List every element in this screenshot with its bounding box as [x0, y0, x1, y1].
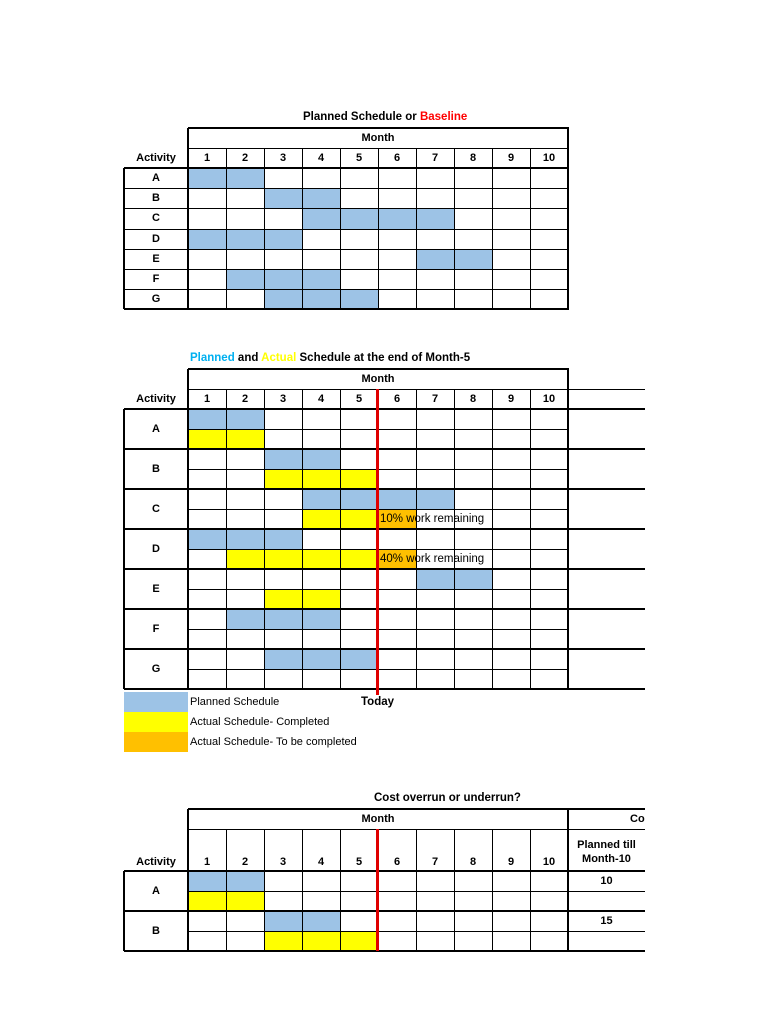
planned-bar [302, 649, 340, 669]
planned-bar [188, 529, 226, 549]
grid-line [226, 829, 227, 951]
month-number: 1 [203, 393, 211, 405]
planned-bar [378, 489, 416, 509]
month-number: 8 [469, 393, 477, 405]
grid-line [124, 249, 568, 250]
month-number: 2 [241, 856, 249, 868]
section1-title-baseline: Baseline [419, 111, 468, 123]
planned-bar [302, 208, 340, 228]
activity-label: A [152, 423, 160, 435]
actual-completed-bar [340, 509, 378, 529]
actual-completed-bar [188, 891, 226, 911]
legend-label: Actual Schedule- To be completed [190, 736, 357, 748]
grid-line [340, 148, 341, 309]
grid-line [416, 389, 417, 689]
actual-completed-bar [302, 589, 340, 609]
section3-title: Cost overrun or underrun? [374, 792, 521, 804]
month-number: 3 [279, 856, 287, 868]
planned-bar [416, 489, 454, 509]
grid-line [454, 148, 455, 309]
grid-line [226, 148, 227, 309]
grid-line [530, 389, 531, 689]
grid-line [123, 871, 125, 951]
activity-header: Activity [136, 856, 176, 868]
grid-line [302, 148, 303, 309]
grid-line [124, 308, 569, 310]
month-number: 10 [542, 393, 556, 405]
month-header: Month [361, 373, 395, 385]
planned-bar [302, 188, 340, 208]
month-number: 5 [355, 856, 363, 868]
actual-completed-bar [264, 931, 302, 951]
activity-label: E [152, 583, 160, 595]
month-header: Month [361, 813, 395, 825]
grid-line [454, 389, 455, 689]
activity-label: C [152, 212, 160, 225]
planned-bar [264, 229, 302, 249]
grid-line [378, 148, 379, 309]
activity-label: B [152, 192, 160, 205]
planned-bar [454, 249, 492, 269]
planned-till-header: Planned till Month-10 [577, 839, 636, 865]
actual-completed-bar [302, 469, 340, 489]
planned-bar [264, 269, 302, 289]
actual-completed-bar [340, 469, 378, 489]
grid-line [264, 148, 265, 309]
month-number: 10 [542, 856, 556, 868]
planned-bar [302, 609, 340, 629]
legend-label: Actual Schedule- Completed [190, 716, 330, 728]
planned-bar [188, 409, 226, 429]
actual-completed-bar [264, 469, 302, 489]
planned-bar [340, 649, 378, 669]
today-line [376, 389, 379, 695]
grid-line [187, 369, 189, 689]
actual-completed-bar [226, 549, 264, 569]
grid-line [302, 829, 303, 951]
grid-line [530, 148, 531, 309]
planned-bar [264, 449, 302, 469]
planned-bar [226, 269, 264, 289]
grid-line [492, 829, 493, 951]
grid-line [124, 208, 568, 209]
planned-till-value: 15 [600, 915, 613, 927]
section2-title-planned: Planned [190, 352, 235, 364]
grid-line [567, 369, 569, 689]
legend-swatch-actual-completed [124, 712, 188, 732]
month-number: 5 [355, 393, 363, 405]
grid-line [264, 829, 265, 951]
today-line [376, 829, 379, 951]
planned-bar [416, 569, 454, 589]
actual-completed-bar [302, 931, 340, 951]
section1-title-main: Planned Schedule or [303, 111, 420, 123]
planned-bar [340, 489, 378, 509]
planned-bar [226, 409, 264, 429]
grid-line [123, 409, 125, 689]
planned-bar [264, 609, 302, 629]
month-number: 4 [317, 393, 325, 405]
month-number: 7 [431, 152, 439, 164]
actual-completed-bar [264, 589, 302, 609]
activity-label: B [152, 925, 160, 937]
month-number: 3 [279, 393, 287, 405]
section2-title-rest: Schedule at the end of Month-5 [296, 352, 471, 364]
month-number: 4 [317, 856, 325, 868]
month-number: 6 [393, 856, 401, 868]
planned-bar [302, 449, 340, 469]
month-number: 9 [507, 393, 515, 405]
activity-label: F [152, 273, 160, 286]
activity-header: Activity [136, 152, 176, 164]
planned-bar [264, 911, 302, 931]
work-remaining-note: 40% work remaining [380, 553, 485, 565]
cost-header: Co [630, 813, 645, 825]
activity-label: D [152, 543, 160, 555]
grid-line [340, 389, 341, 689]
grid-line [567, 128, 569, 310]
month-number: 8 [469, 856, 477, 868]
grid-line [188, 368, 569, 370]
actual-completed-bar [340, 549, 378, 569]
grid-line [567, 809, 569, 951]
activity-label: E [152, 252, 160, 265]
activity-label: G [151, 293, 161, 306]
month-number: 5 [355, 152, 363, 164]
planned-bar [302, 289, 340, 309]
month-number: 7 [431, 856, 439, 868]
activity-label: F [152, 623, 160, 635]
grid-line [124, 269, 568, 270]
grid-line [226, 389, 227, 689]
planned-bar [226, 168, 264, 188]
planned-bar [302, 911, 340, 931]
work-remaining-note: 10% work remaining [380, 513, 485, 525]
planned-bar [226, 229, 264, 249]
month-number: 8 [469, 152, 477, 164]
activity-label: A [152, 172, 160, 185]
section1-title [303, 111, 467, 123]
grid-line [188, 127, 569, 129]
actual-completed-bar [226, 429, 264, 449]
grid-line [188, 808, 645, 810]
activity-label: A [152, 885, 160, 897]
grid-line [416, 829, 417, 951]
month-number: 3 [279, 152, 287, 164]
grid-line [492, 148, 493, 309]
actual-completed-bar [226, 891, 264, 911]
grid-line [416, 148, 417, 309]
planned-bar [188, 229, 226, 249]
planned-bar [264, 529, 302, 549]
activity-header: Activity [136, 393, 176, 405]
today-label: Today [361, 696, 395, 708]
grid-line [340, 829, 341, 951]
planned-bar [264, 289, 302, 309]
planned-bar [264, 188, 302, 208]
actual-completed-bar [340, 931, 378, 951]
grid-line [454, 829, 455, 951]
planned-bar [302, 489, 340, 509]
actual-completed-bar [264, 549, 302, 569]
section2-title-and: and [234, 352, 262, 364]
month-number: 1 [203, 856, 211, 868]
activity-label: D [152, 232, 160, 245]
month-number: 6 [393, 393, 401, 405]
month-number: 10 [542, 152, 556, 164]
month-header: Month [361, 132, 395, 144]
planned-bar [416, 249, 454, 269]
grid-line [187, 809, 189, 951]
planned-bar [264, 649, 302, 669]
grid-line [492, 389, 493, 689]
actual-completed-bar [302, 549, 340, 569]
activity-label: G [151, 663, 161, 675]
grid-line [302, 389, 303, 689]
planned-bar [302, 269, 340, 289]
planned-bar [340, 289, 378, 309]
activity-label: B [152, 463, 160, 475]
month-number: 7 [431, 393, 439, 405]
section2-title [190, 352, 470, 364]
grid-line [124, 289, 568, 290]
actual-completed-bar [188, 429, 226, 449]
actual-completed-bar [302, 509, 340, 529]
planned-bar [188, 168, 226, 188]
month-number: 4 [317, 152, 325, 164]
legend-swatch-actual-to-complete [124, 732, 188, 752]
month-number: 9 [507, 856, 515, 868]
planned-bar [416, 208, 454, 228]
planned-bar [454, 569, 492, 589]
planned-bar [226, 529, 264, 549]
planned-bar [188, 871, 226, 891]
grid-line [530, 829, 531, 951]
legend-swatch-planned [124, 692, 188, 712]
planned-bar [378, 208, 416, 228]
grid-line [264, 389, 265, 689]
legend-label: Planned Schedule [190, 696, 280, 708]
planned-bar [226, 609, 264, 629]
month-number: 2 [241, 393, 249, 405]
planned-bar [226, 871, 264, 891]
activity-label: C [152, 503, 160, 515]
planned-bar [340, 208, 378, 228]
grid-line [124, 188, 568, 189]
grid-line [124, 167, 569, 169]
grid-line [123, 168, 125, 309]
month-number: 1 [203, 152, 211, 164]
planned-till-value: 10 [600, 875, 613, 887]
grid-line [187, 128, 189, 309]
section2-title-actual: Actual [261, 352, 297, 364]
month-number: 2 [241, 152, 249, 164]
grid-line [124, 229, 568, 230]
month-number: 6 [393, 152, 401, 164]
month-number: 9 [507, 152, 515, 164]
